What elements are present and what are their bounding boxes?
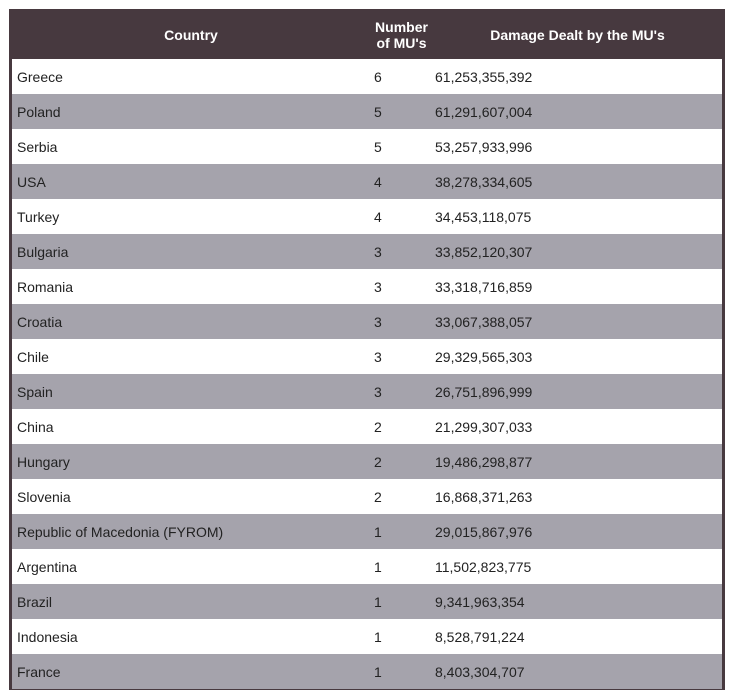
table-row xyxy=(12,199,722,234)
number-of-mus-cell: 1 xyxy=(370,619,433,654)
damage-dealt-cell: 34,453,118,075 xyxy=(433,199,722,234)
number-of-mus-cell: 3 xyxy=(370,234,433,269)
table-row xyxy=(12,654,722,689)
damage-dealt-cell: 53,257,933,996 xyxy=(433,129,722,164)
damage-dealt-cell: 8,528,791,224 xyxy=(433,619,722,654)
number-of-mus-cell: 5 xyxy=(370,94,433,129)
number-of-mus-cell: 1 xyxy=(370,654,433,689)
number-of-mus-cell: 3 xyxy=(370,339,433,374)
country-cell: Romania xyxy=(12,269,370,304)
country-cell: France xyxy=(12,654,370,689)
table-row xyxy=(12,94,722,129)
number-of-mus-cell: 2 xyxy=(370,444,433,479)
header-number-line1: Number xyxy=(375,19,428,35)
damage-dealt-cell: 61,253,355,392 xyxy=(433,59,722,94)
number-of-mus-cell: 5 xyxy=(370,129,433,164)
table-row xyxy=(12,549,722,584)
number-of-mus-cell: 2 xyxy=(370,479,433,514)
table-body xyxy=(12,59,722,689)
table-row xyxy=(12,409,722,444)
damage-dealt-cell: 19,486,298,877 xyxy=(433,444,722,479)
country-cell: Republic of Macedonia (FYROM) xyxy=(12,514,370,549)
table-row xyxy=(12,304,722,339)
damage-dealt-cell: 8,403,304,707 xyxy=(433,654,722,689)
country-cell: Croatia xyxy=(12,304,370,339)
header-damage-dealt: Damage Dealt by the MU's xyxy=(433,11,722,59)
country-cell: Indonesia xyxy=(12,619,370,654)
number-of-mus-cell: 3 xyxy=(370,374,433,409)
damage-dealt-cell: 33,852,120,307 xyxy=(433,234,722,269)
table-row xyxy=(12,514,722,549)
table-row xyxy=(12,619,722,654)
data-table-frame xyxy=(9,9,725,690)
country-cell: Poland xyxy=(12,94,370,129)
damage-dealt-cell: 33,067,388,057 xyxy=(433,304,722,339)
header-row xyxy=(12,11,722,59)
number-of-mus-cell: 1 xyxy=(370,549,433,584)
damage-dealt-cell: 38,278,334,605 xyxy=(433,164,722,199)
header-number-line2: of MU's xyxy=(376,35,427,51)
number-of-mus-cell: 4 xyxy=(370,199,433,234)
country-cell: Bulgaria xyxy=(12,234,370,269)
country-cell: Brazil xyxy=(12,584,370,619)
table-header xyxy=(12,11,722,59)
damage-dealt-cell: 16,868,371,263 xyxy=(433,479,722,514)
damage-dealt-cell: 11,502,823,775 xyxy=(433,549,722,584)
table-row xyxy=(12,479,722,514)
country-cell: Serbia xyxy=(12,129,370,164)
table-row xyxy=(12,374,722,409)
number-of-mus-cell: 6 xyxy=(370,59,433,94)
damage-dealt-cell: 26,751,896,999 xyxy=(433,374,722,409)
number-of-mus-cell: 4 xyxy=(370,164,433,199)
table-row xyxy=(12,584,722,619)
table-row xyxy=(12,129,722,164)
country-cell: Hungary xyxy=(12,444,370,479)
damage-dealt-cell: 33,318,716,859 xyxy=(433,269,722,304)
header-number-of-mus xyxy=(370,11,433,59)
table-row xyxy=(12,444,722,479)
table-row xyxy=(12,164,722,199)
country-cell: Spain xyxy=(12,374,370,409)
country-cell: Chile xyxy=(12,339,370,374)
number-of-mus-cell: 1 xyxy=(370,514,433,549)
mu-damage-table xyxy=(12,11,722,689)
table-row xyxy=(12,339,722,374)
header-country: Country xyxy=(12,11,370,59)
country-cell: Argentina xyxy=(12,549,370,584)
number-of-mus-cell: 3 xyxy=(370,269,433,304)
damage-dealt-cell: 61,291,607,004 xyxy=(433,94,722,129)
number-of-mus-cell: 2 xyxy=(370,409,433,444)
country-cell: Slovenia xyxy=(12,479,370,514)
damage-dealt-cell: 21,299,307,033 xyxy=(433,409,722,444)
country-cell: Greece xyxy=(12,59,370,94)
damage-dealt-cell: 9,341,963,354 xyxy=(433,584,722,619)
number-of-mus-cell: 3 xyxy=(370,304,433,339)
damage-dealt-cell: 29,015,867,976 xyxy=(433,514,722,549)
table-row xyxy=(12,59,722,94)
country-cell: Turkey xyxy=(12,199,370,234)
number-of-mus-cell: 1 xyxy=(370,584,433,619)
damage-dealt-cell: 29,329,565,303 xyxy=(433,339,722,374)
table-row xyxy=(12,269,722,304)
table-row xyxy=(12,234,722,269)
country-cell: USA xyxy=(12,164,370,199)
country-cell: China xyxy=(12,409,370,444)
